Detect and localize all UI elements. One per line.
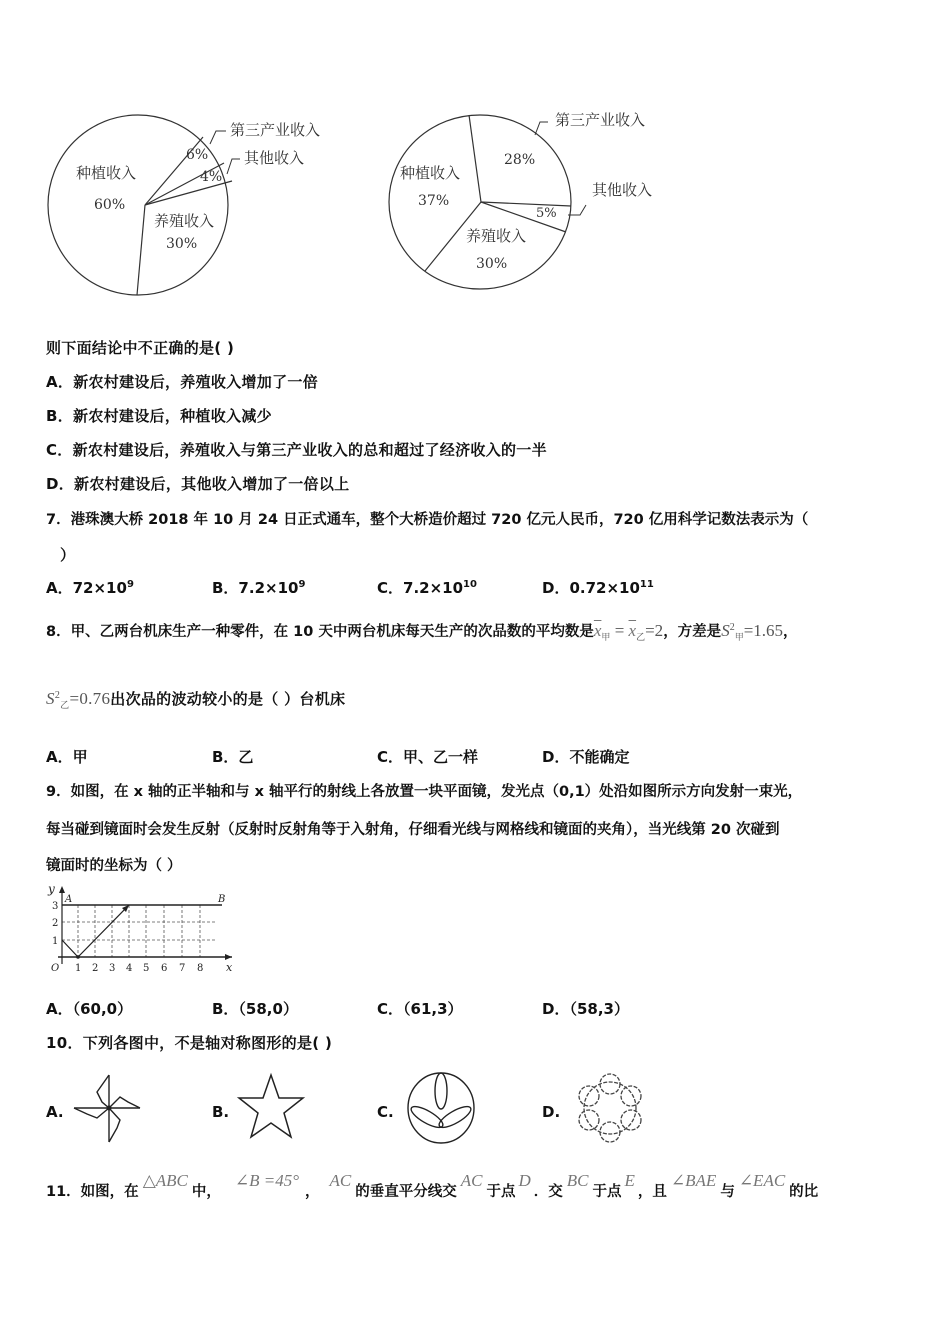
q11-triangle-abc: △ABC — [142, 1171, 188, 1190]
q9-option-a[interactable]: A．（60,0） — [46, 1000, 133, 1018]
pie1-tertiary-label: 第三产业收入 — [230, 121, 321, 139]
pie2-planting-pct: 37% — [418, 193, 450, 209]
q8-option-d[interactable]: D．不能确定 — [542, 748, 630, 766]
q7-option-b-label: B．7.2×10 — [212, 579, 299, 597]
q8-var-a-s: S — [721, 621, 730, 640]
pie1-other-pct: 4% — [200, 169, 223, 185]
q10-option-b-label: B. — [212, 1103, 230, 1121]
q9-x-tick-2: 2 — [92, 963, 99, 974]
q9-x-tick-8: 8 — [197, 963, 204, 974]
q10-option-d[interactable] — [542, 1103, 560, 1121]
q9-x-label: x — [226, 961, 233, 974]
pie2-other-label: 其他收入 — [592, 181, 653, 199]
pie-chart-after — [380, 95, 700, 315]
flower-figure-icon — [570, 1068, 650, 1152]
q9-option-c[interactable]: C．（61,3） — [377, 1000, 463, 1018]
pie-chart-before — [40, 95, 360, 315]
q11-angle-b: ∠B =45° — [234, 1171, 300, 1190]
q11-point-d: D — [518, 1171, 531, 1190]
q10-option-c-label: C. — [377, 1103, 394, 1121]
q7-option-d-label: D．0.72×10 — [542, 579, 640, 597]
q7-stem-line2: ） — [60, 546, 76, 564]
q9-x-tick-3: 3 — [109, 963, 116, 974]
q9-stem-line1: 9．如图，在 x 轴的正半轴和与 x 轴平行的射线上各放置一块平面镜，发光点（0,1）处沿如图所示方向发射一束光， — [46, 784, 803, 800]
q7-option-d-exp: 11 — [639, 579, 654, 590]
q7-option-a-exp: 9 — [126, 579, 134, 590]
q8-var-b-s: S — [46, 689, 55, 708]
q7-option-c[interactable] — [377, 577, 477, 598]
pie2-breeding-label: 养殖收入 — [466, 227, 527, 245]
q11-point-e: E — [624, 1171, 635, 1190]
q9-x-tick-5: 5 — [143, 963, 150, 974]
q8-line2-text: 出次品的波动较小的是（ ）台机床 — [110, 690, 346, 708]
q8-var-a-val: =1.65 — [743, 621, 784, 640]
q7-option-b[interactable] — [212, 577, 305, 598]
q9-point-a: A — [65, 894, 73, 905]
q9-option-b[interactable]: B．（58,0） — [212, 1000, 298, 1018]
q10-option-a[interactable] — [46, 1103, 64, 1121]
q7-option-c-exp: 10 — [463, 579, 477, 590]
q9-y-tick-3: 3 — [52, 901, 59, 912]
q11-ac-2: AC — [460, 1171, 483, 1190]
q7-option-a[interactable] — [46, 577, 134, 598]
q8-var-b-sup: 2 — [54, 690, 61, 701]
q8-mean-val: =2 — [645, 621, 664, 640]
q11-angle-eac: ∠EAC — [738, 1171, 786, 1190]
q8-variance-text: ，方差是 — [663, 624, 722, 640]
pie1-breeding-label: 养殖收入 — [154, 212, 215, 230]
q10-option-d-label: D. — [542, 1103, 561, 1121]
q8-mean-b-sub: 乙 — [636, 631, 646, 642]
q11-text-1: 11．如图，在 — [46, 1184, 139, 1200]
q9-option-d[interactable]: D．（58,3） — [542, 1000, 629, 1018]
q11-angle-bae: ∠BAE — [670, 1171, 717, 1190]
circle-petals-figure-icon — [405, 1070, 477, 1150]
pinwheel-figure-icon — [72, 1070, 147, 1154]
pie2-other-pct: 5% — [536, 206, 557, 221]
q7-option-a-label: A．72×10 — [46, 579, 127, 597]
pie1-tertiary-pct: 6% — [186, 147, 209, 163]
star-figure-icon — [236, 1072, 306, 1146]
q8-var-b-sub: 乙 — [60, 700, 70, 710]
q7-stem-line1: 7．港珠澳大桥 2018 年 10 月 24 日正式通车，整个大桥造价超过 720 亿元人民币，720 亿用科学记数法表示为（ — [46, 512, 809, 528]
q7-option-c-label: C．7.2×10 — [377, 579, 464, 597]
pie2-tertiary-label: 第三产业收入 — [555, 111, 646, 129]
q9-y-tick-2: 2 — [52, 918, 59, 929]
q8-mean-b: $\overline{x}$ — [628, 621, 637, 640]
q11-text-10: 的比 — [789, 1184, 819, 1200]
q11-stem — [46, 1171, 819, 1201]
pie1-other-label: 其他收入 — [244, 149, 305, 167]
q9-y-tick-1: 1 — [52, 936, 59, 947]
q8-stem-line2 — [46, 688, 345, 711]
q11-text-3: ， — [305, 1184, 320, 1200]
q8-option-b[interactable]: B．乙 — [212, 748, 254, 766]
q11-text-7: 于点 — [592, 1184, 622, 1200]
q9-figure — [40, 880, 250, 980]
q9-x-tick-6: 6 — [161, 963, 168, 974]
q9-x-tick-7: 7 — [179, 963, 186, 974]
q9-x-tick-1: 1 — [75, 963, 82, 974]
q8-option-c[interactable]: C．甲、乙一样 — [377, 748, 479, 766]
q11-text-2: 中， — [191, 1184, 221, 1200]
q9-stem-line3: 镜面时的坐标为（ ） — [46, 858, 182, 874]
pie2-tertiary-pct: 28% — [504, 152, 536, 168]
q11-text-6: ．交 — [533, 1184, 563, 1200]
q8-mean-a: $\overline{x}$ — [593, 621, 602, 640]
q11-bc: BC — [566, 1171, 589, 1190]
q9-grid-figure — [40, 880, 250, 980]
pie1-planting-label: 种植收入 — [76, 164, 137, 182]
q11-text-8: ，且 — [637, 1184, 667, 1200]
q10-option-b[interactable] — [212, 1103, 229, 1121]
q6-stem: 则下面结论中不正确的是( ) — [46, 339, 235, 357]
q8-var-b-val: =0.76 — [69, 689, 111, 708]
q9-y-label: y — [48, 882, 55, 896]
pie-chart-before-svg — [40, 95, 360, 315]
q11-text-5: 于点 — [486, 1184, 516, 1200]
q7-option-d[interactable] — [542, 577, 654, 598]
q10-stem: 10．下列各图中，不是轴对称图形的是( ) — [46, 1034, 333, 1052]
q6-option-b[interactable]: B．新农村建设后，种植收入减少 — [46, 407, 272, 425]
q8-stem-text: 8．甲、乙两台机床生产一种零件，在 10 天中两台机床每天生产的次品数的平均数是 — [46, 624, 594, 640]
q8-var-a-sup: 2 — [729, 622, 735, 634]
q9-x-tick-4: 4 — [126, 963, 133, 974]
pie2-planting-label: 种植收入 — [400, 164, 461, 182]
q6-option-d[interactable]: D．新农村建设后，其他收入增加了一倍以上 — [46, 475, 350, 493]
q11-text-4: 的垂直平分线交 — [355, 1184, 457, 1200]
pie1-planting-pct: 60% — [94, 197, 126, 213]
pie2-breeding-pct: 30% — [476, 256, 508, 272]
q8-mean-eq: = — [610, 621, 629, 640]
pie-chart-after-svg — [380, 95, 700, 315]
q10-option-c[interactable] — [377, 1103, 394, 1121]
q8-mean-a-sub: 甲 — [601, 631, 611, 642]
q8-comma: ， — [783, 624, 798, 640]
q8-stem-line1 — [46, 620, 798, 643]
pie1-breeding-pct: 30% — [166, 236, 198, 252]
q9-point-b: B — [218, 894, 226, 905]
q8-option-a[interactable]: A．甲 — [46, 748, 88, 766]
q10-option-a-label: A. — [46, 1103, 64, 1121]
q11-ac-1: AC — [329, 1171, 352, 1190]
q9-stem-line2: 每当碰到镜面时会发生反射（反射时反射角等于入射角，仔细看光线与网格线和镜面的夹角），当光线第 20 次碰到 — [46, 822, 780, 838]
q6-option-c[interactable]: C．新农村建设后，养殖收入与第三产业收入的总和超过了经济收入的一半 — [46, 441, 547, 459]
q11-text-9: 与 — [720, 1184, 735, 1200]
q9-origin: O — [51, 963, 60, 974]
q6-option-a[interactable]: A．新农村建设后，养殖收入增加了一倍 — [46, 373, 319, 391]
q7-option-b-exp: 9 — [298, 579, 306, 590]
q8-var-a-sub: 甲 — [734, 631, 744, 642]
